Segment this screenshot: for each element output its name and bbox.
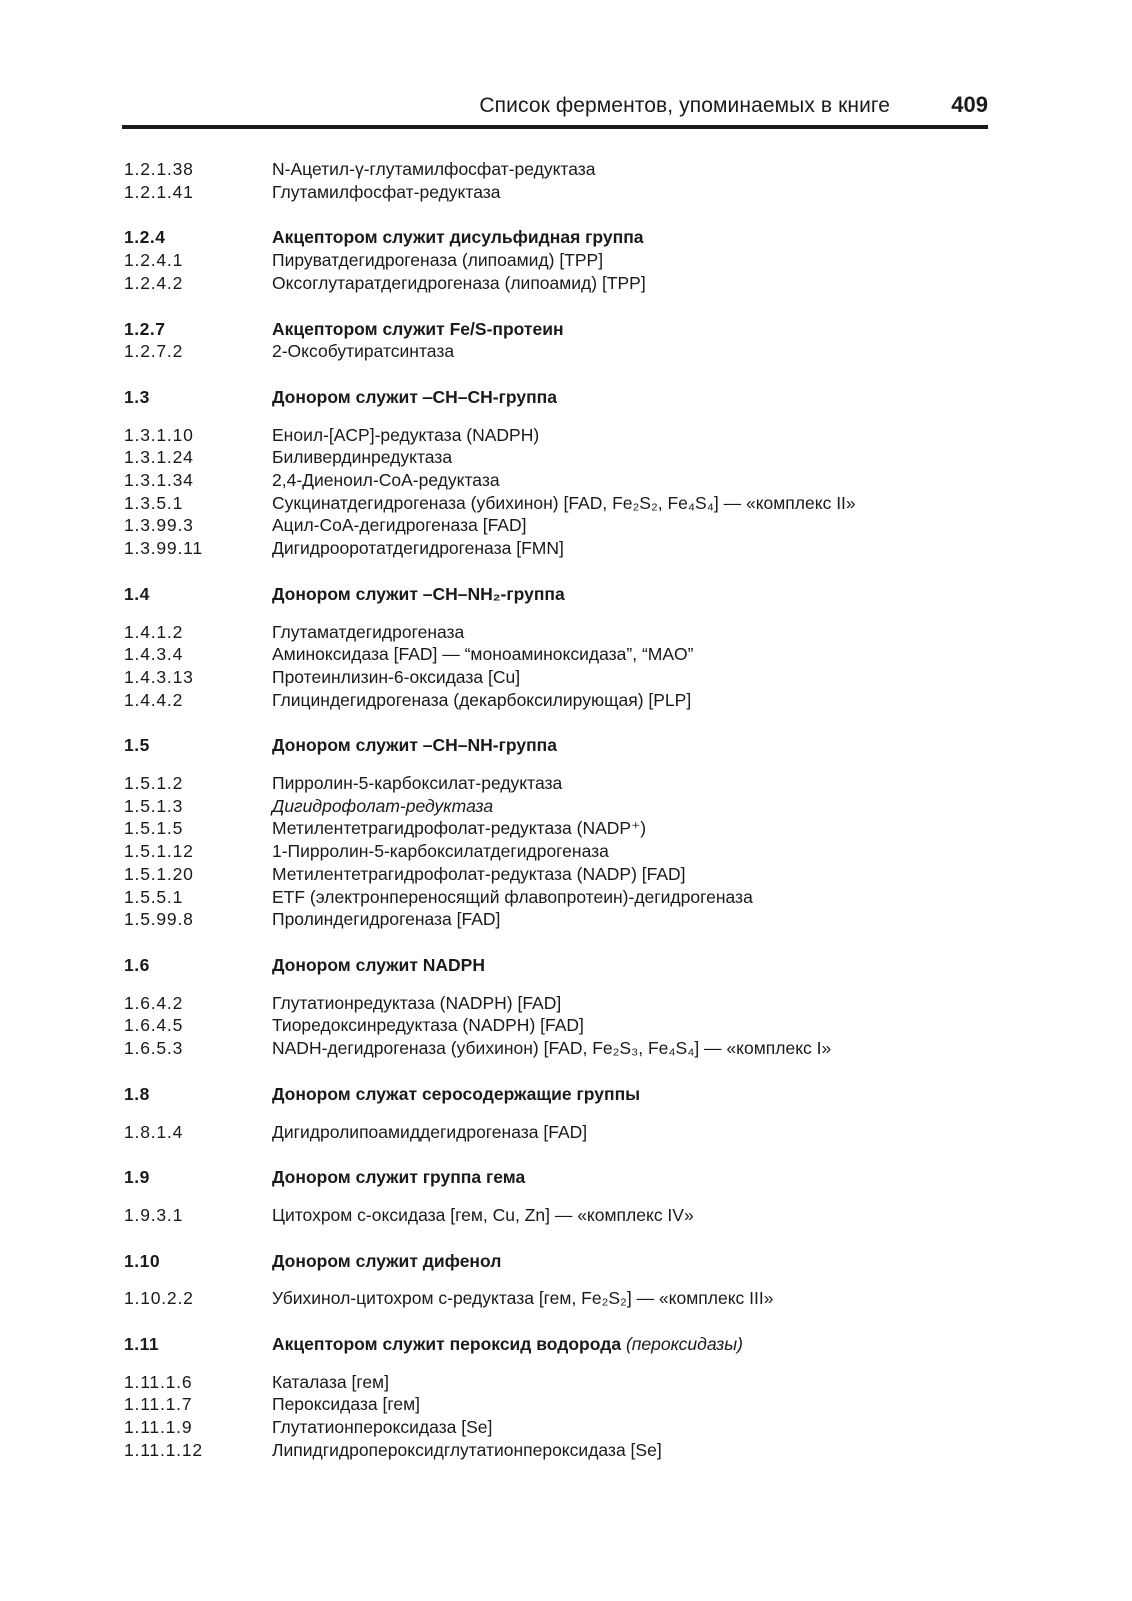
section-title-text: Донором служит –CH–NH₂-группа: [272, 583, 565, 604]
section-title: [272, 734, 984, 757]
ec-number: 1.11.1.9: [124, 1417, 193, 1438]
enzyme-name-text: Глутатионредуктаза (NADPH) [FAD]: [272, 992, 562, 1013]
enzyme-entry: [124, 492, 984, 515]
ec-number: 1.6.5.3: [124, 1038, 184, 1059]
enzyme-name: [272, 272, 984, 295]
enzyme-entry: [124, 621, 984, 644]
header-rule: [122, 125, 988, 129]
section-number: 1.4: [124, 583, 150, 604]
ec-number: 1.5.1.2: [124, 773, 184, 794]
enzyme-name-text: Метилентетрагидрофолат-редуктаза (NADP⁺): [272, 818, 647, 839]
section-title-text: Донором служит NADPH: [272, 954, 485, 975]
enzyme-name-text: Еноил-[ACP]-редуктаза (NADPH): [272, 424, 540, 445]
section-title-text: Донором служит дифенол: [272, 1250, 502, 1271]
section-title-text: Акцептором служит пероксид водорода: [272, 1334, 622, 1355]
section-number: 1.10: [124, 1250, 161, 1271]
enzyme-name: [272, 249, 984, 272]
enzyme-name: [272, 772, 984, 795]
enzyme-entry: [124, 1393, 984, 1416]
enzyme-name-text: Дигидрофолат-редуктаза: [272, 795, 494, 816]
enzyme-entry: [124, 643, 984, 666]
enzyme-name: [272, 1014, 984, 1037]
enzyme-name-text: Протеинлизин-6-оксидаза [Cu]: [272, 666, 521, 687]
ec-number: 1.3.1.10: [124, 424, 194, 445]
enzyme-name-text: Дигидрооротатдегидрогеназа [FMN]: [272, 538, 564, 559]
enzyme-name-text: 2-Оксобутиратсинтаза: [272, 341, 455, 362]
section-title: [272, 1333, 984, 1356]
section-title: [272, 1083, 984, 1106]
ec-number: 1.3.1.24: [124, 447, 194, 468]
section-title-text: Донором служат серосодержащие группы: [272, 1083, 641, 1104]
enzyme-name: [272, 643, 984, 666]
enzyme-entry: [124, 469, 984, 492]
ec-number: 1.11.1.12: [124, 1439, 203, 1460]
section-heading: [124, 386, 984, 409]
section-title: [272, 1166, 984, 1189]
enzyme-name: [272, 666, 984, 689]
enzyme-entry: [124, 1121, 984, 1144]
enzyme-name-text: 2,4-Диеноил-CoA-редуктаза: [272, 470, 500, 491]
enzyme-list: [124, 158, 984, 1462]
enzyme-name-text: Липидгидропероксидглутатионпероксидаза [Se]: [272, 1439, 662, 1460]
ec-number: 1.5.1.20: [124, 863, 194, 884]
enzyme-name: [272, 621, 984, 644]
enzyme-name-text: N-Ацетил-γ-глутамилфосфат-редуктаза: [272, 159, 596, 179]
enzyme-name-text: Убихинол-цитохром c-редуктаза [гем, Fe₂S₂] — «комплекс III»: [272, 1288, 774, 1309]
ec-number: 1.2.4.2: [124, 272, 184, 293]
enzyme-entry: [124, 1204, 984, 1227]
enzyme-entry: [124, 689, 984, 712]
enzyme-name-text: Тиоредоксинредуктаза (NADPH) [FAD]: [272, 1015, 584, 1036]
enzyme-name: [272, 1121, 984, 1144]
ec-number: 1.5.1.12: [124, 841, 194, 862]
enzyme-entry: [124, 840, 984, 863]
section-number: 1.8: [124, 1083, 150, 1104]
ec-number: 1.9.3.1: [124, 1204, 184, 1225]
section-title: [272, 583, 984, 606]
ec-number: 1.6.4.2: [124, 992, 184, 1013]
enzyme-name-text: Глутамилфосфат-редуктаза: [272, 181, 501, 202]
section-heading: [124, 734, 984, 757]
enzyme-name: [272, 424, 984, 447]
section-title-note: (пероксидазы): [625, 1334, 744, 1355]
ec-number: 1.4.3.13: [124, 666, 194, 687]
enzyme-entry: [124, 886, 984, 909]
enzyme-name-text: Сукцинатдегидрогеназа (убихинон) [FAD, Fe₂S₂, Fe₄S₄] — «комплекс II»: [272, 492, 856, 513]
ec-number: 1.11.1.6: [124, 1371, 193, 1392]
section-title-text: Акцептором служит дисульфидная группа: [272, 227, 644, 248]
ec-number: 1.2.4.1: [124, 250, 184, 271]
enzyme-name-text: NADH-дегидрогеназа (убихинон) [FAD, Fe₂S₃, Fe₄S₄] — «комплекс I»: [272, 1038, 832, 1059]
enzyme-name-text: Биливердинредуктаза: [272, 447, 453, 468]
enzyme-name: [272, 340, 984, 363]
ec-number: 1.3.99.11: [124, 538, 203, 559]
enzyme-entry: [124, 249, 984, 272]
enzyme-name-text: Глициндегидрогеназа (декарбоксилирующая) [PLP]: [272, 689, 692, 710]
enzyme-name: [272, 446, 984, 469]
section-heading: [124, 1250, 984, 1273]
enzyme-name-text: Пируватдегидрогеназа (липоамид) [TPP]: [272, 250, 604, 271]
enzyme-entry: [124, 1416, 984, 1439]
enzyme-entry: [124, 340, 984, 363]
enzyme-name-text: Дигидролипоамиддегидрогеназа [FAD]: [272, 1121, 588, 1142]
enzyme-name: [272, 492, 984, 515]
enzyme-name: [272, 181, 984, 204]
section-heading: [124, 1083, 984, 1106]
enzyme-name: [272, 537, 984, 560]
enzyme-name: [272, 1439, 984, 1462]
ec-number: 1.5.99.8: [124, 909, 194, 930]
section-heading: [124, 583, 984, 606]
enzyme-name-text: Метилентетрагидрофолат-редуктаза (NADP) [FAD]: [272, 863, 686, 884]
ec-number: 1.8.1.4: [124, 1121, 184, 1142]
enzyme-entry: [124, 1037, 984, 1060]
enzyme-entry: [124, 795, 984, 818]
enzyme-name: [272, 1287, 984, 1310]
section-title-text: Донором служит группа гема: [272, 1167, 526, 1188]
enzyme-name-text: Цитохром c-оксидаза [гем, Cu, Zn] — «комплекс IV»: [272, 1204, 694, 1225]
enzyme-name-text: Каталаза [гем]: [272, 1371, 389, 1392]
ec-number: 1.4.3.4: [124, 644, 184, 665]
ec-number: 1.3.99.3: [124, 515, 194, 536]
enzyme-name-text: Глутаматдегидрогеназа: [272, 621, 465, 642]
enzyme-name: [272, 817, 984, 840]
enzyme-name: [272, 863, 984, 886]
enzyme-name: [272, 886, 984, 909]
section-number: 1.11: [124, 1334, 160, 1355]
enzyme-name-text: Аминоксидаза [FAD] — “моноаминоксидаза”, “MAO”: [272, 644, 694, 665]
enzyme-entry: [124, 181, 984, 204]
enzyme-name: [272, 689, 984, 712]
enzyme-entry: [124, 863, 984, 886]
page-number: 409: [951, 92, 988, 117]
enzyme-name: [272, 514, 984, 537]
section-number: 1.6: [124, 954, 150, 975]
enzyme-entry: [124, 514, 984, 537]
section-heading: [124, 1166, 984, 1189]
ec-number: 1.2.7.2: [124, 341, 184, 362]
enzyme-entry: [124, 666, 984, 689]
enzyme-name: [272, 1037, 984, 1060]
enzyme-entry: [124, 1287, 984, 1310]
ec-number: 1.5.1.3: [124, 795, 184, 816]
ec-number: 1.11.1.7: [124, 1394, 193, 1415]
enzyme-entry: [124, 908, 984, 931]
section-title-text: Акцептором служит Fe/S-протеин: [272, 318, 564, 339]
enzyme-name-text: ETF (электронпереносящий флавопротеин)-дегидрогеназа: [272, 886, 753, 907]
section-title: [272, 226, 984, 249]
enzyme-entry: [124, 772, 984, 795]
page-header: [122, 92, 988, 122]
section-heading: [124, 1333, 984, 1356]
enzyme-name-text: Ацил-CoA-дегидрогеназа [FAD]: [272, 515, 527, 536]
ec-number: 1.5.5.1: [124, 886, 184, 907]
enzyme-name: [272, 158, 984, 181]
enzyme-name-text: Пероксидаза [гем]: [272, 1394, 421, 1415]
enzyme-name-text: Пролиндегидрогеназа [FAD]: [272, 909, 501, 930]
ec-number: 1.3.1.34: [124, 470, 194, 491]
enzyme-name: [272, 840, 984, 863]
section-title-text: Донором служит ‒CH–CH-группа: [272, 386, 557, 407]
section-number: 1.3: [124, 386, 150, 407]
enzyme-name: [272, 1416, 984, 1439]
enzyme-name: [272, 795, 984, 818]
enzyme-entry: [124, 1439, 984, 1462]
ec-number: 1.3.5.1: [124, 492, 184, 513]
ec-number: 1.2.1.41: [124, 181, 194, 202]
enzyme-entry: [124, 158, 984, 181]
enzyme-name-text: Оксоглутаратдегидрогеназа (липоамид) [TPP]: [272, 272, 646, 293]
section-number: 1.5: [124, 735, 150, 756]
ec-number: 1.2.1.38: [124, 159, 194, 179]
section-title: [272, 386, 984, 409]
enzyme-name: [272, 1371, 984, 1394]
enzyme-entry: [124, 272, 984, 295]
section-title: [272, 954, 984, 977]
enzyme-entry: [124, 992, 984, 1015]
section-number: 1.9: [124, 1167, 150, 1188]
enzyme-entry: [124, 817, 984, 840]
section-title: [272, 1250, 984, 1273]
enzyme-name-text: Глутатионпероксидаза [Se]: [272, 1417, 493, 1438]
enzyme-entry: [124, 1014, 984, 1037]
ec-number: 1.10.2.2: [124, 1288, 194, 1309]
enzyme-name: [272, 469, 984, 492]
section-title-text: Донором служит –CH–NH-группа: [272, 735, 557, 756]
enzyme-name: [272, 1204, 984, 1227]
section-heading: [124, 226, 984, 249]
enzyme-entry: [124, 537, 984, 560]
section-number: 1.2.4: [124, 227, 166, 248]
enzyme-name: [272, 908, 984, 931]
enzyme-name-text: Пирролин-5-карбоксилат-редуктаза: [272, 773, 563, 794]
enzyme-entry: [124, 424, 984, 447]
section-heading: [124, 318, 984, 341]
enzyme-name-text: 1-Пирролин-5-карбоксилатдегидрогеназа: [272, 841, 609, 862]
running-head-title: Список ферментов, упоминаемых в книге: [479, 94, 890, 117]
enzyme-entry: [124, 1371, 984, 1394]
enzyme-entry: [124, 446, 984, 469]
ec-number: 1.6.4.5: [124, 1015, 184, 1036]
enzyme-name: [272, 992, 984, 1015]
ec-number: 1.4.1.2: [124, 621, 184, 642]
section-number: 1.2.7: [124, 318, 166, 339]
section-title: [272, 318, 984, 341]
section-heading: [124, 954, 984, 977]
ec-number: 1.5.1.5: [124, 818, 184, 839]
ec-number: 1.4.4.2: [124, 689, 184, 710]
enzyme-name: [272, 1393, 984, 1416]
